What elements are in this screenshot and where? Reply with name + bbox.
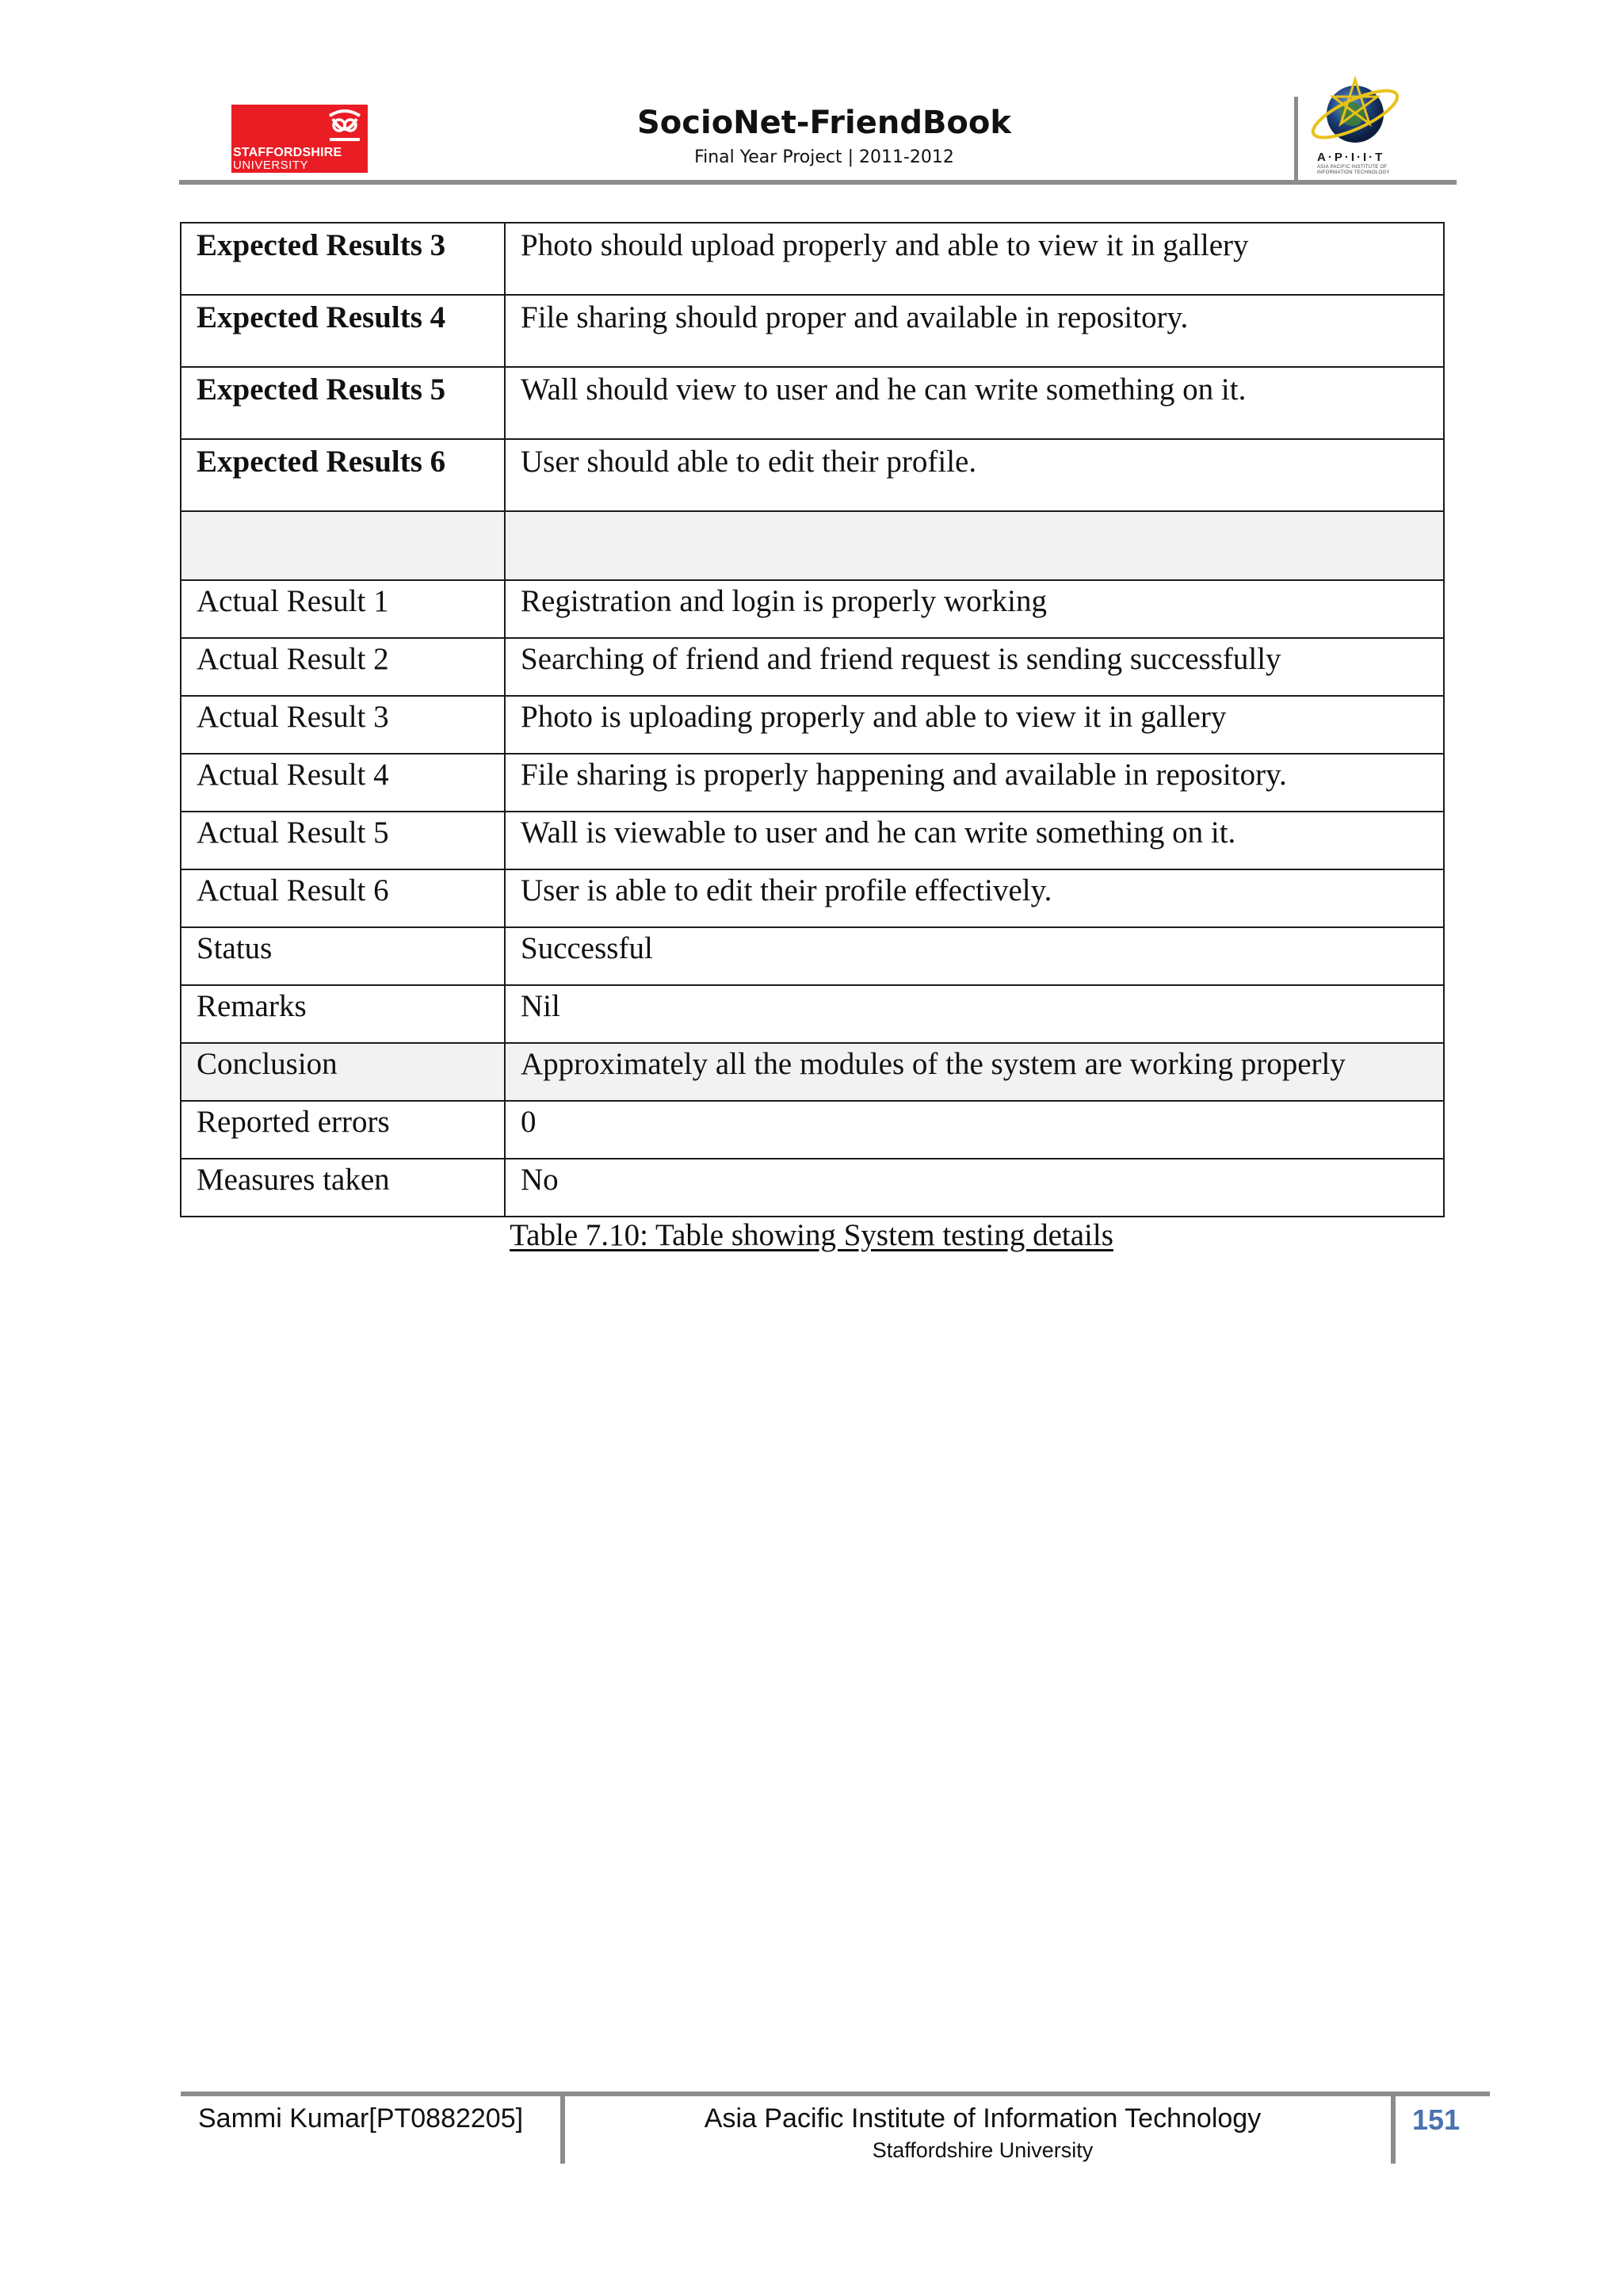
table-row	[181, 580, 1444, 638]
row-label: Expected Results 6	[181, 439, 505, 511]
apiit-logo-line2: INFORMATION TECHNOLOGY	[1317, 170, 1390, 175]
table-row-measures-taken	[181, 1159, 1444, 1217]
document-title: SocioNet-FriendBook	[636, 105, 1011, 141]
table-row-status	[181, 927, 1444, 985]
row-value: Searching of friend and friend request is sending successfully	[505, 638, 1444, 696]
row-label: Actual Result 3	[181, 696, 505, 754]
staffordshire-logo-text: STAFFORDSHIRE	[233, 146, 342, 159]
row-label: Actual Result 4	[181, 754, 505, 812]
table-row	[181, 696, 1444, 754]
header-rule	[179, 180, 1457, 185]
table-row	[181, 638, 1444, 696]
table-row-conclusion	[181, 1043, 1444, 1101]
header-divider	[1294, 97, 1298, 181]
row-value: File sharing is properly happening and available in repository.	[505, 754, 1444, 812]
row-value: Successful	[505, 927, 1444, 985]
staffordshire-logo	[231, 105, 368, 173]
row-value: User is able to edit their profile effectively.	[505, 869, 1444, 927]
table-row	[181, 439, 1444, 511]
page-number: 151	[1411, 2103, 1461, 2136]
table-row	[181, 754, 1444, 812]
page-header	[0, 0, 1623, 190]
row-label: Expected Results 4	[181, 295, 505, 367]
row-value: Registration and login is properly working	[505, 580, 1444, 638]
row-label: Status	[181, 927, 505, 985]
row-value: Photo is uploading properly and able to view it in gallery	[505, 696, 1444, 754]
table-row	[181, 812, 1444, 869]
row-label: Remarks	[181, 985, 505, 1043]
row-value: Approximately all the modules of the system are working properly	[505, 1043, 1444, 1101]
row-label: Reported errors	[181, 1101, 505, 1159]
row-label: Actual Result 2	[181, 638, 505, 696]
system-testing-table	[180, 222, 1445, 1217]
row-label: Expected Results 5	[181, 367, 505, 439]
row-label: Actual Result 6	[181, 869, 505, 927]
apiit-logo-letters: A·P·I·I·T	[1317, 151, 1385, 164]
footer-rule	[181, 2092, 1490, 2096]
table-row	[181, 367, 1444, 439]
apiit-logo-line1: ASIA PACIFIC INSTITUTE OF	[1317, 165, 1388, 170]
row-value: No	[505, 1159, 1444, 1217]
row-value: Wall is viewable to user and he can write something on it.	[505, 812, 1444, 869]
row-label: Measures taken	[181, 1159, 505, 1217]
document-subtitle: Final Year Project | 2011-2012	[694, 147, 954, 167]
footer-university: Staffordshire University	[872, 2138, 1094, 2162]
row-value: File sharing should proper and available in repository.	[505, 295, 1444, 367]
row-label: Actual Result 5	[181, 812, 505, 869]
table-caption	[180, 1217, 1443, 1253]
empty-cell	[505, 511, 1444, 580]
empty-separator-row	[181, 511, 1444, 580]
footer-author: Sammi Kumar[PT0882205]	[198, 2103, 524, 2134]
staffordshire-knot-icon	[325, 108, 365, 143]
table-row-reported-errors	[181, 1101, 1444, 1159]
table-caption-text: Table 7.10: Table showing System testing details	[510, 1218, 1113, 1252]
table-row-remarks	[181, 985, 1444, 1043]
footer-institute: Asia Pacific Institute of Information Technology	[704, 2103, 1262, 2134]
footer-divider-right	[1391, 2092, 1396, 2164]
table-row	[181, 869, 1444, 927]
footer-divider-left	[560, 2092, 565, 2164]
row-value: Nil	[505, 985, 1444, 1043]
row-value: Wall should view to user and he can write something on it.	[505, 367, 1444, 439]
row-label: Expected Results 3	[181, 223, 505, 295]
row-value: Photo should upload properly and able to view it in gallery	[505, 223, 1444, 295]
staffordshire-logo-subtext: UNIVERSITY	[233, 159, 309, 172]
row-label: Actual Result 1	[181, 580, 505, 638]
row-value: 0	[505, 1101, 1444, 1159]
empty-cell	[181, 511, 505, 580]
table-row	[181, 295, 1444, 367]
row-label: Conclusion	[181, 1043, 505, 1101]
row-value: User should able to edit their profile.	[505, 439, 1444, 511]
table-row	[181, 223, 1444, 295]
